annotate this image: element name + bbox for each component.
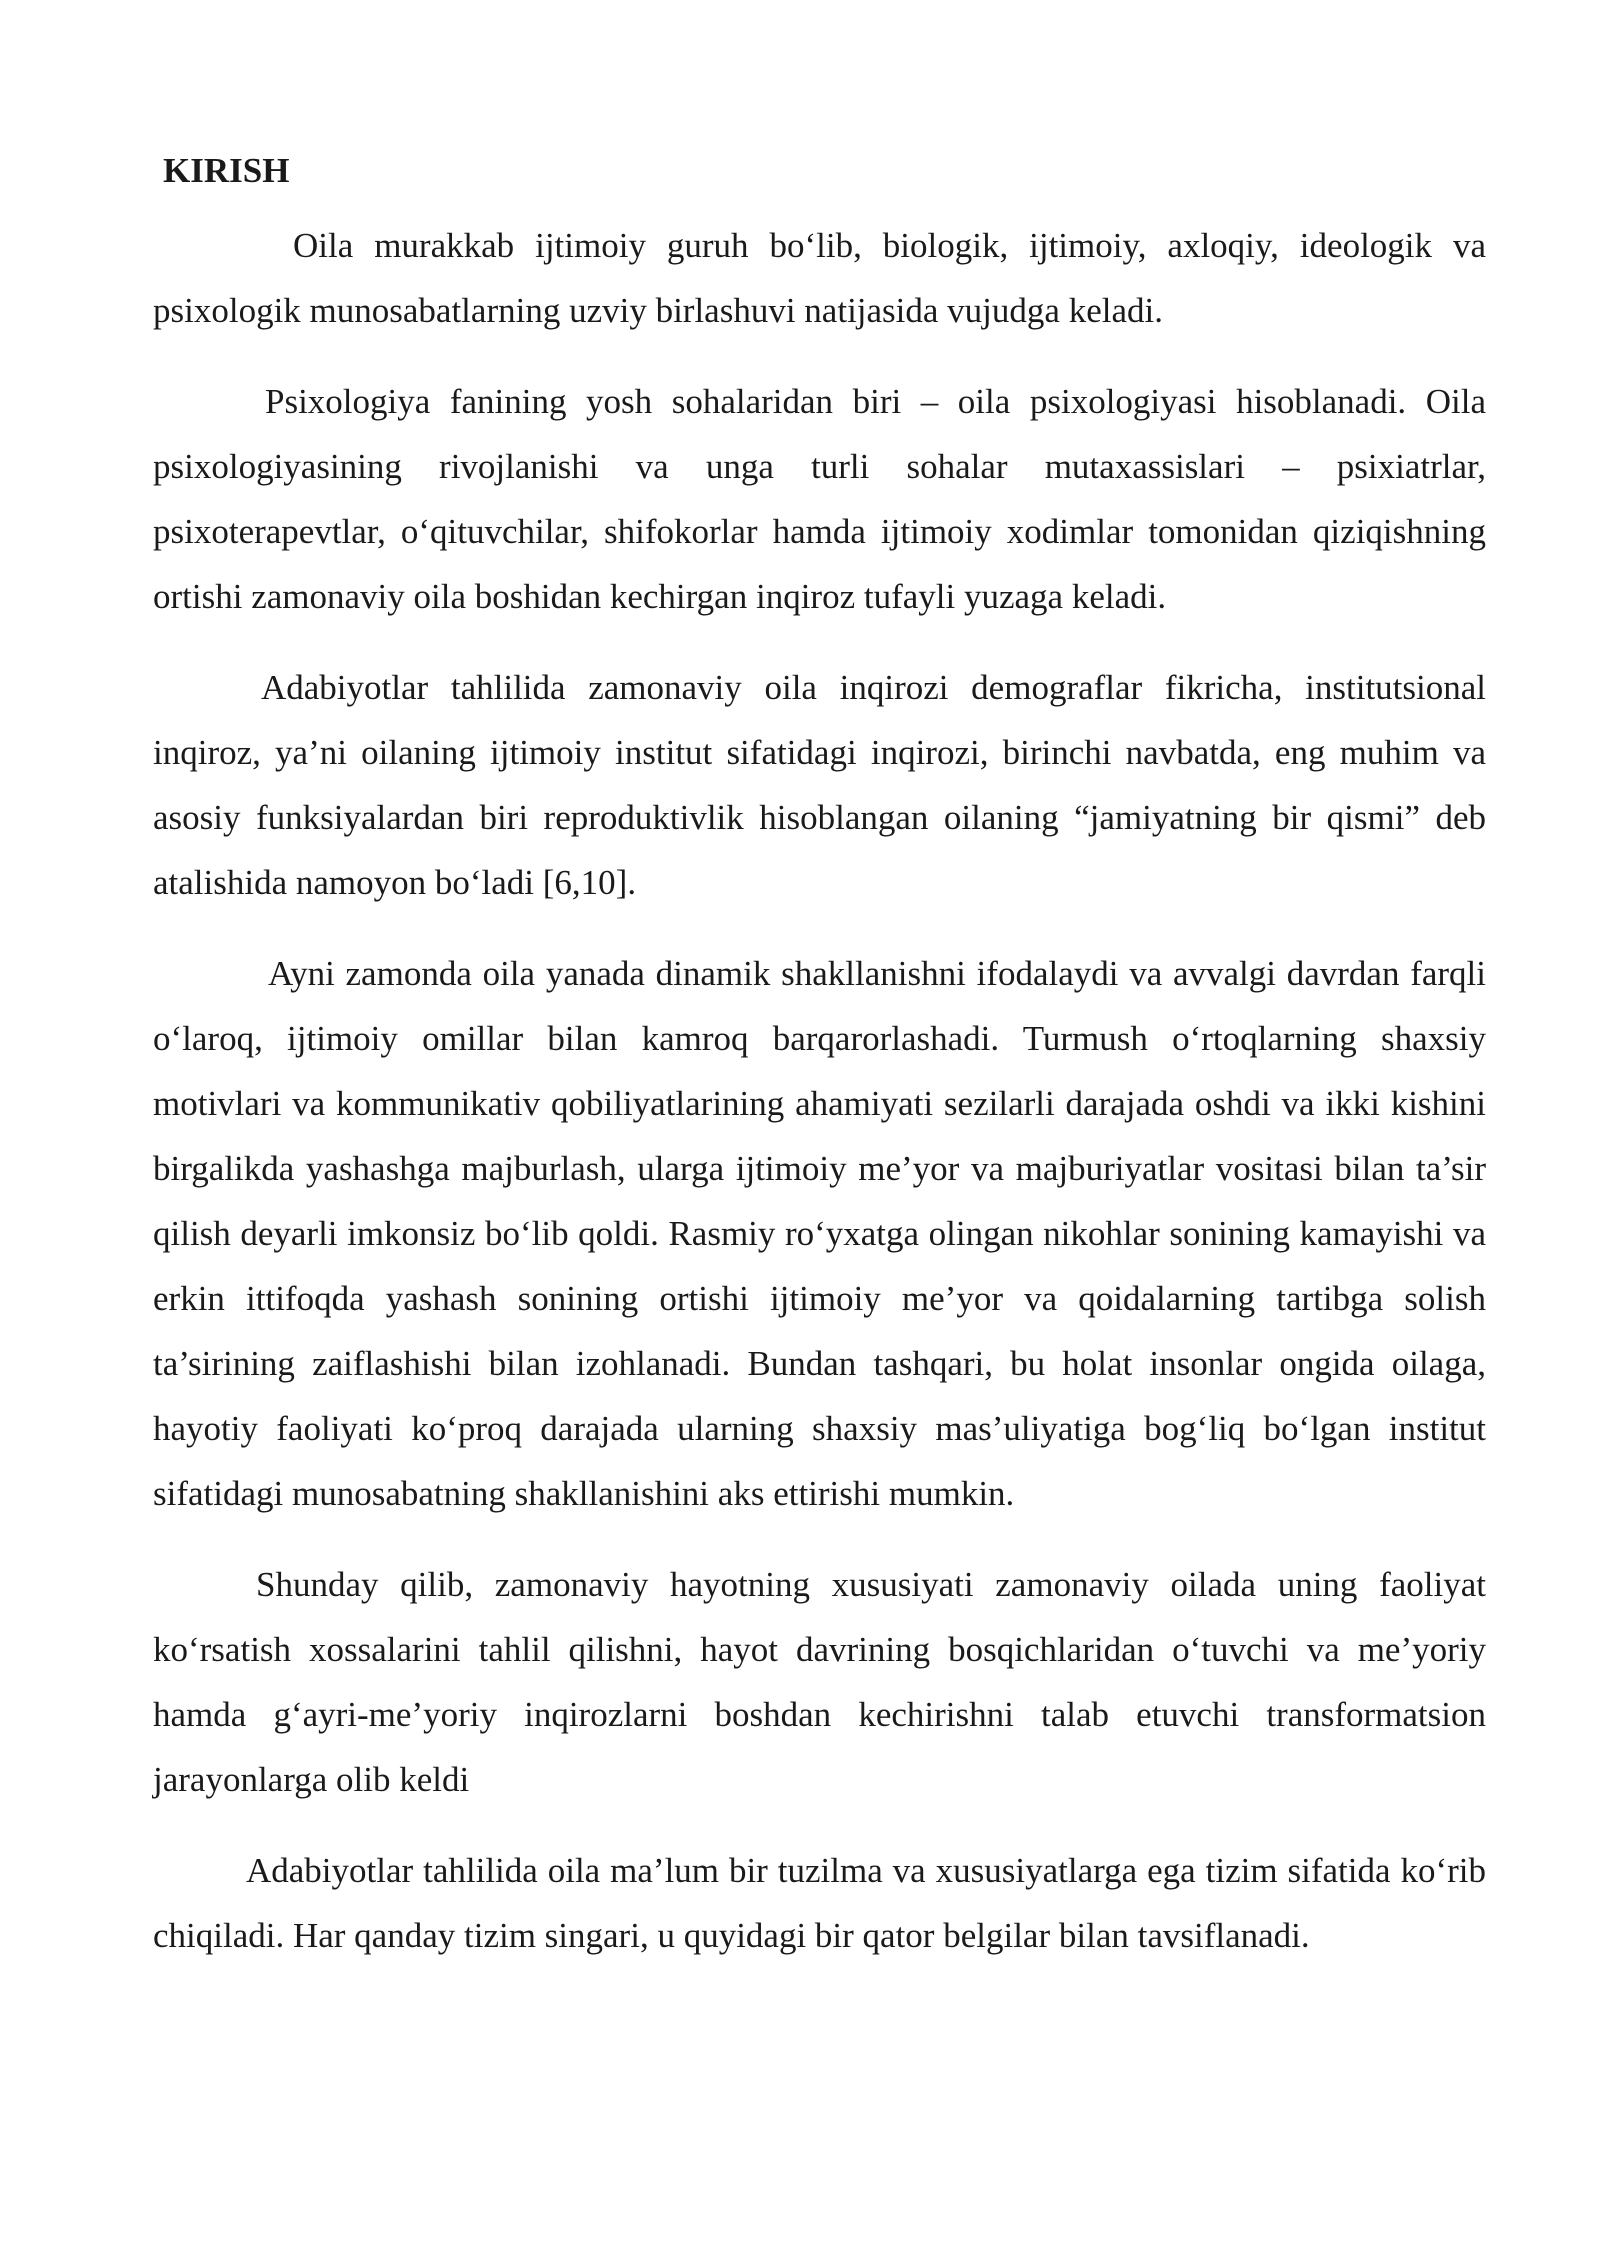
paragraph-4: Ayni zamonda oila yanada dinamik shakllanishni ifodalaydi va avvalgi davrdan farqli o‘laroq, ijtimoiy omillar bilan kamroq barqarorlashadi. Turmush o‘rtoqlarning shaxsiy motivlari va kommunikativ qobiliyatlarining ahamiyati sezilarli darajada oshdi va ikki kishini birgalikda yashashga majburlash, ularga ijtimoiy me’yor va majburiyatlar vositasi bilan ta’sir qilish deyarli imkonsiz bo‘lib qoldi. Rasmiy ro‘yxatga olingan nikohlar sonining kamayishi va erkin ittifoqda yashash sonining ortishi ijtimoiy me’yor va qoidalarning tartibga solish ta’sirining zaiflashishi bilan izohlanadi. Bundan tashqari, bu holat insonlar ongida oilaga, hayotiy faoliyati ko‘proq darajada ularning shaxsiy mas’uliyatiga bog‘liq bo‘lgan institut sifatidagi munosabatning shakllanishini aks ettirishi mumkin. [153,954,1486,1513]
document-page [153,148,1486,1968]
paragraph-6: Adabiyotlar tahlilida oila ma’lum bir tuzilma va xususiyatlarga ega tizim sifatida ko‘rib chiqiladi. Har qanday tizim singari, u quyidagi bir qator belgilar bilan tavsiflanadi. [153,1851,1486,1955]
paragraph-3: Adabiyotlar tahlilida zamonaviy oila inqirozi demograflar fikricha, institutsional inqiroz, ya’ni oilaning ijtimoiy institut sifatidagi inqirozi, birinchi navbatda, eng muhim va asosiy funksiyalardan biri reproduktivlik hisoblangan oilaning “jamiyatning bir qismi” deb atalishida namoyon bo‘ladi [6,10]. [153,668,1486,902]
paragraph-1: Oila murakkab ijtimoiy guruh bo‘lib, biologik, ijtimoiy, axloqiy, ideologik va psixologik munosabatlarning uzviy birlashuvi natijasida vujudga keladi. [153,226,1486,330]
paragraph-2: Psixologiya fanining yosh sohalaridan biri – oila psixologiyasi hisoblanadi. Oila psixologiyasining rivojlanishi va unga turli sohalar mutaxassislari – psixiatrlar, psixoterapevtlar, o‘qituvchilar, shifokorlar hamda ijtimoiy xodimlar tomonidan qiziqishning ortishi zamonaviy oila boshidan kechirgan inqiroz tufayli yuzaga keladi. [153,382,1486,616]
section-heading: KIRISH [163,151,290,190]
paragraph-5: Shunday qilib, zamonaviy hayotning xususiyati zamonaviy oilada uning faoliyat ko‘rsatish xossalarini tahlil qilishni, hayot davrining bosqichlaridan o‘tuvchi va me’yoriy hamda g‘ayri-me’yoriy inqirozlarni boshdan kechirishni talab etuvchi transformatsion jarayonlarga olib keldi [153,1565,1486,1799]
